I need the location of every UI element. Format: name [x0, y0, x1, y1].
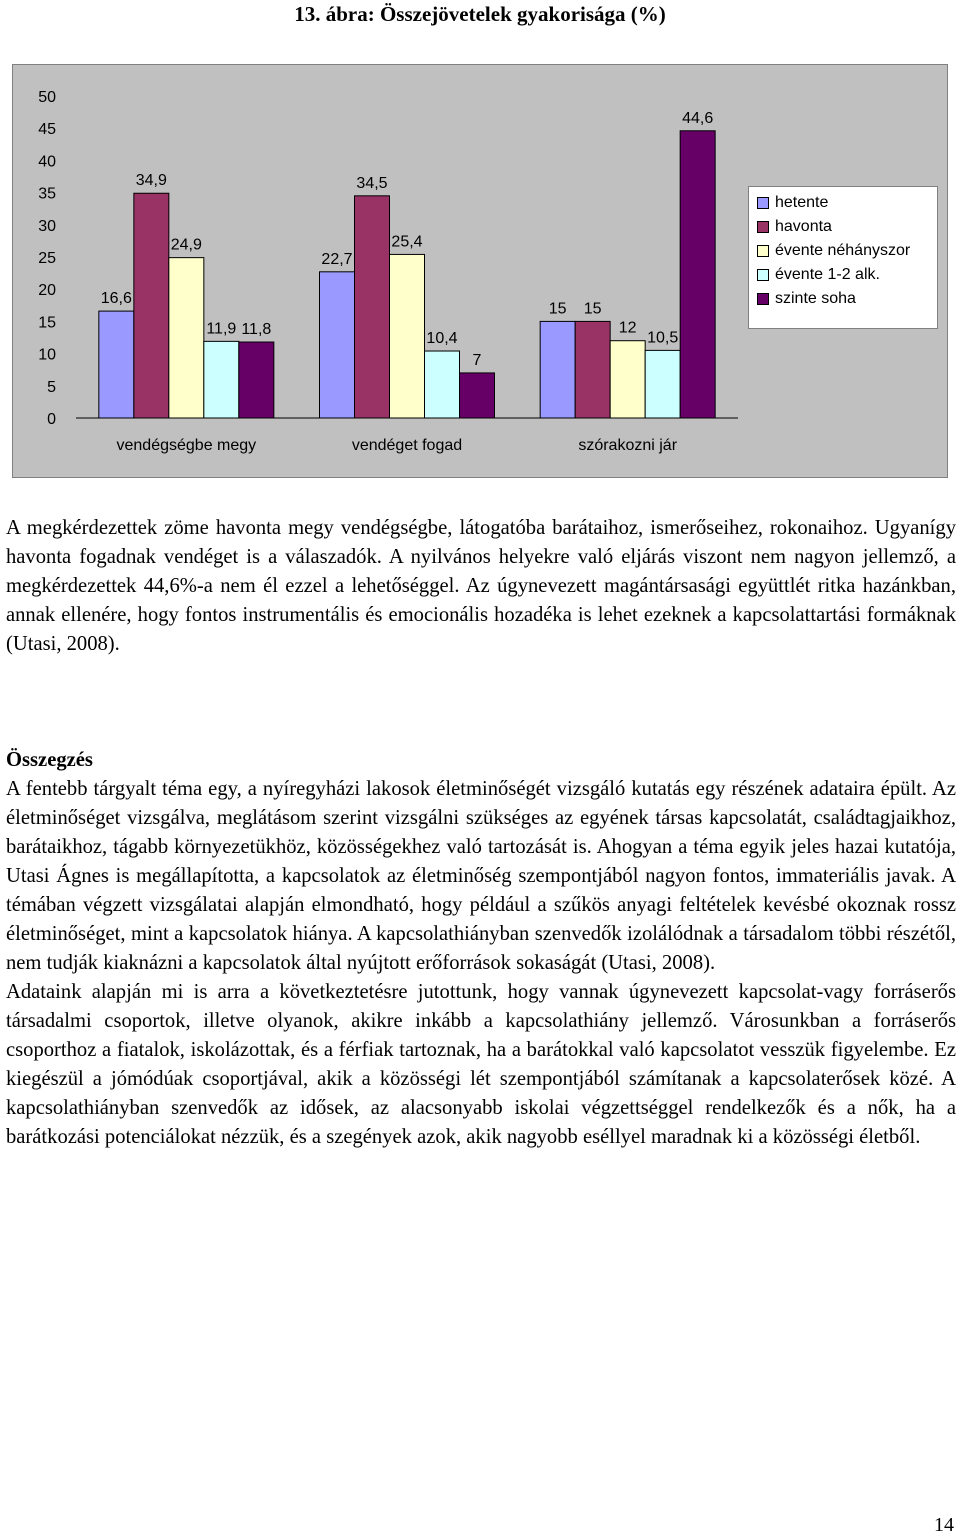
legend-label: évente 1-2 alk.	[775, 266, 880, 283]
legend-label: évente néhányszor	[775, 242, 911, 259]
bar	[134, 193, 169, 418]
paragraph-conclusion: Adataink alapján mi is arra a következtetésre jutottunk, hogy vannak úgynevezett kapcsolat-vagy forráserős társadalmi csoportok, illetve olyanok, akikre inkább a kapcsolathiány jellemző. Városunkban a forráserős csoporthoz a fiatalok, iskolázottak, és a férfiak tartoznak, ha a barátokkal való kapcsolatot vesszük figyelembe. Ez kiegészül a jómódúak csoportjával, akik a közösségi lét szempontjából számítanak a kapcsolaterősek közé. A kapcsolathiányban szenvedők az idősek, az alacsonyabb iskolai végzettséggel rendelkezők és a nők, ha a barátkozási potenciálokat nézzük, és a szegények azok, akik nagyobb eséllyel maradnak ki a közösségi életből.	[6, 981, 956, 1148]
y-tick-label: 5	[47, 378, 56, 396]
y-tick-label: 35	[38, 185, 56, 203]
bar	[390, 254, 425, 418]
y-tick-label: 20	[38, 282, 56, 300]
chart-legend	[748, 186, 938, 329]
bar	[239, 342, 274, 418]
bar	[645, 350, 680, 418]
data-label: 15	[548, 300, 567, 318]
bar	[99, 311, 134, 418]
page-number: 14	[934, 1514, 954, 1536]
data-label: 22,7	[321, 250, 353, 268]
legend-item	[757, 263, 937, 287]
x-category-label: vendégségbe megy	[116, 437, 257, 454]
legend-swatch-evente-nehanyszor	[757, 245, 769, 257]
x-category-label: vendéget fogad	[351, 437, 463, 454]
y-tick-label: 10	[38, 346, 56, 364]
legend-swatch-evente-1-2	[757, 269, 769, 281]
data-label: 24,9	[170, 236, 202, 254]
data-label: 44,6	[682, 109, 714, 127]
bar	[680, 131, 715, 418]
legend-label: hetente	[775, 194, 829, 211]
data-label: 11,8	[241, 321, 272, 339]
legend-swatch-havonta	[757, 221, 769, 233]
data-label: 15	[583, 300, 602, 318]
y-tick-label: 40	[38, 153, 56, 171]
legend-item	[757, 215, 937, 239]
y-tick-label: 15	[38, 314, 56, 332]
y-tick-label: 0	[47, 411, 56, 428]
data-label: 7	[472, 351, 482, 369]
legend-item	[757, 287, 937, 311]
figure-title: 13. ábra: Összejövetelek gyakorisága (%)	[294, 2, 666, 26]
data-label: 12	[618, 319, 637, 337]
x-category-label: szórakozni jár	[578, 437, 678, 454]
y-tick-label: 25	[38, 250, 56, 267]
bar	[575, 321, 610, 418]
data-label: 25,4	[391, 233, 423, 251]
bar	[169, 258, 204, 418]
bar	[610, 341, 645, 418]
legend-swatch-szinte-soha	[757, 293, 769, 305]
legend-label: havonta	[775, 218, 832, 235]
paragraph-summary: A fentebb tárgyalt téma egy, a nyíregyházi lakosok életminőségét vizsgáló kutatás egy részének adataira épült. Az életminőséget vizsgálva, meglátásom szerint vizsgálni szükséges az egyének társas kapcsolatát, családtagjaikhoz, barátaikhoz, tágabb környezetükhöz, közösségekhez való tartozását is. Ahogyan a téma egyik jeles hazai kutatója, Utasi Ágnes is megállapította, a kapcsolatok az életminőség szempontjából nagyon fontos, immateriális javak. A témában végzett vizsgálatai alapján elmondható, hogy például a szűkös anyagi feltételek kevésbé okoznak rossz életminőséget, mint a kapcsolatok hiánya. A kapcsolathiányban szenvedők izolálódnak a társadalom többi részétől, nem tudják kiaknázni a kapcsolatok által nyújtott erőforrások sokaságát (Utasi, 2008).	[6, 778, 956, 974]
y-tick-label: 30	[38, 217, 56, 235]
data-label: 16,6	[100, 290, 132, 308]
legend-swatch-hetente	[757, 197, 769, 209]
bar	[460, 373, 495, 418]
legend-item	[757, 191, 937, 215]
bar	[204, 341, 239, 418]
body-text-top	[6, 514, 956, 659]
data-label: 10,5	[647, 329, 679, 347]
y-tick-label: 50	[38, 89, 56, 106]
y-tick-label: 45	[38, 121, 56, 139]
summary-heading: Összegzés	[6, 749, 93, 771]
data-label: 10,4	[426, 330, 458, 348]
body-text-summary	[6, 746, 956, 1152]
data-label: 34,5	[356, 174, 388, 192]
bar	[425, 351, 460, 418]
legend-item	[757, 239, 937, 263]
data-label: 34,9	[135, 172, 167, 190]
bar	[540, 321, 575, 418]
bar	[355, 196, 390, 418]
legend-label: szinte soha	[775, 290, 856, 307]
data-label: 11,9	[206, 320, 237, 338]
bar	[320, 272, 355, 418]
paragraph-results: A megkérdezettek zöme havonta megy vendégségbe, látogatóba barátaihoz, ismerőseihez, rokonaihoz. Ugyanígy havonta fogadnak vendéget is a válaszadók. A nyilvános helyekre való eljárás viszont nem nagyon jellemző, a megkérdezettek 44,6%-a nem él ezzel a lehetőséggel. Az úgynevezett magántársasági együttlét ritka hazánkban, annak ellenére, hogy fontos instrumentális és emocionális hozadéka is lehet ezeknek a kapcsolattartási formáknak (Utasi, 2008).	[6, 517, 956, 655]
